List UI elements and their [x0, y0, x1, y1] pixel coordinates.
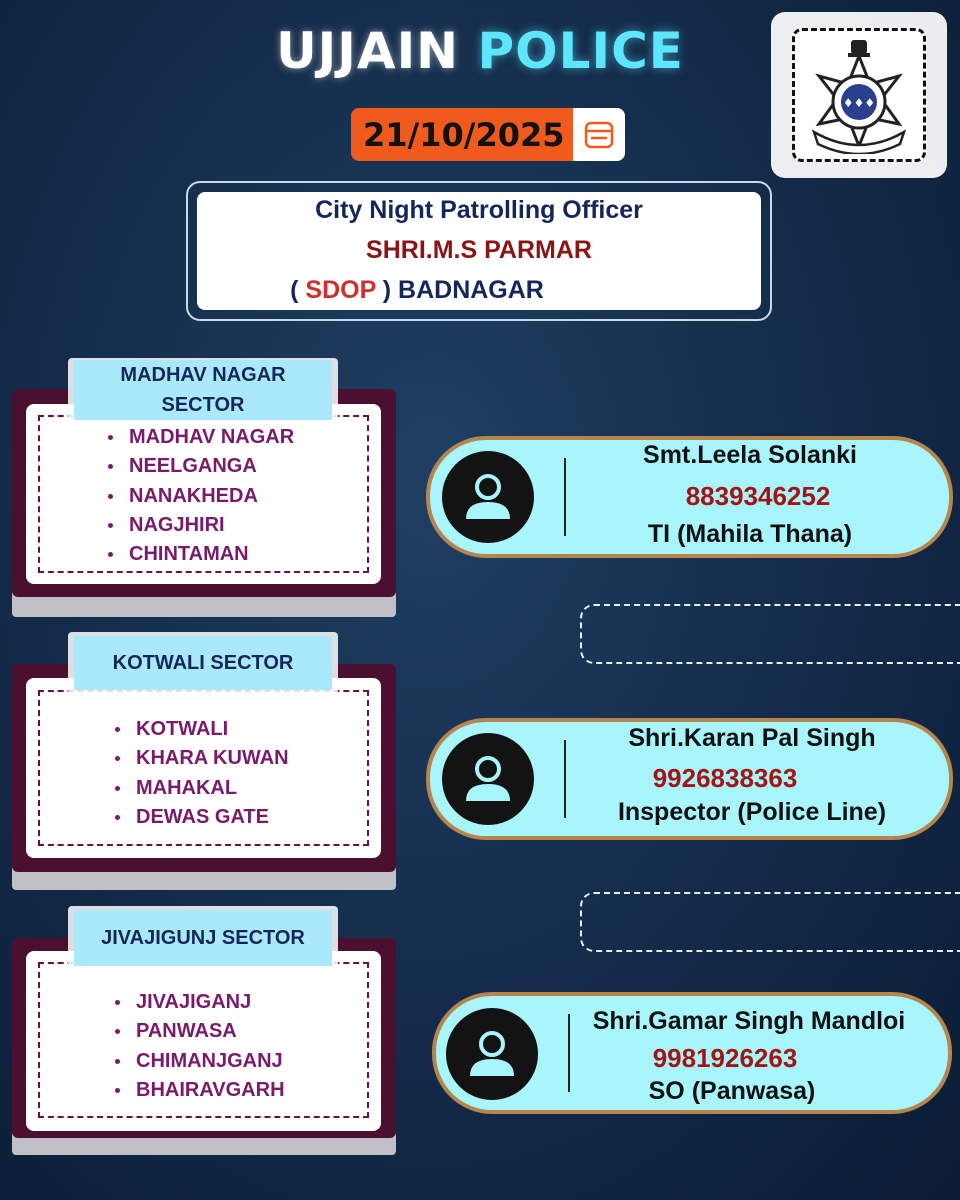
mp-police-emblem-icon [800, 36, 918, 154]
sector-area-list [115, 715, 289, 832]
officer-name: Shri.Karan Pal Singh [628, 724, 876, 752]
officer-name: Smt.Leela Solanki [643, 441, 857, 469]
officer-rank: TI (Mahila Thana) [647, 520, 853, 548]
list-item: MADHAV NAGAR [108, 423, 294, 452]
list-item: MAHAKAL [115, 774, 289, 803]
date-text: 21/10/2025 [351, 108, 573, 161]
list-item: NAGJHIRI [108, 511, 294, 540]
sector-area-list [108, 423, 294, 569]
title-police: POLICE [477, 22, 684, 80]
user-avatar-icon [446, 1008, 538, 1100]
svg-text:♦♦♦: ♦♦♦ [842, 96, 876, 110]
dashed-connector [580, 604, 960, 664]
sector-area-list [115, 988, 285, 1105]
night-officer-post: ( SDOP ) BADNAGAR [290, 276, 544, 304]
date-badge [351, 108, 625, 161]
list-item: PANWASA [115, 1017, 285, 1046]
list-item: NANAKHEDA [108, 482, 294, 511]
night-officer-post-highlight: SDOP [305, 276, 376, 304]
officer-phone: 8839346252 [685, 481, 831, 511]
calendar-icon [573, 108, 625, 161]
list-item: NEELGANGA [108, 452, 294, 481]
officer-rank: Inspector (Police Line) [617, 798, 887, 826]
officer-rank: SO (Panwasa) [648, 1077, 816, 1105]
officer-phone: 9926838363 [652, 763, 798, 793]
officer-phone: 9981926263 [652, 1043, 798, 1073]
title-ujjain: UJJAIN [276, 22, 460, 80]
list-item: CHINTAMAN [108, 540, 294, 569]
list-item: KOTWALI [115, 715, 289, 744]
card-divider [564, 740, 566, 818]
sector-heading-kotwali: KOTWALI SECTOR [74, 636, 332, 690]
list-item: DEWAS GATE [115, 803, 289, 832]
logo-card [771, 12, 947, 178]
dashed-connector [580, 892, 960, 952]
sector-heading-madhav-nagar: MADHAV NAGAR SECTOR [74, 360, 332, 420]
sector-heading-jivajigunj: JIVAJIGUNJ SECTOR [74, 910, 332, 966]
list-item: KHARA KUWAN [115, 744, 289, 773]
card-divider [564, 458, 566, 536]
user-avatar-icon [442, 451, 534, 543]
list-item: BHAIRAVGARH [115, 1076, 285, 1105]
night-officer-name: SHRI.M.S PARMAR [366, 236, 592, 264]
night-officer-title: City Night Patrolling Officer [315, 196, 643, 224]
user-avatar-icon [442, 733, 534, 825]
officer-name: Shri.Gamar Singh Mandloi [592, 1007, 906, 1035]
list-item: JIVAJIGANJ [115, 988, 285, 1017]
list-item: CHIMANJGANJ [115, 1047, 285, 1076]
